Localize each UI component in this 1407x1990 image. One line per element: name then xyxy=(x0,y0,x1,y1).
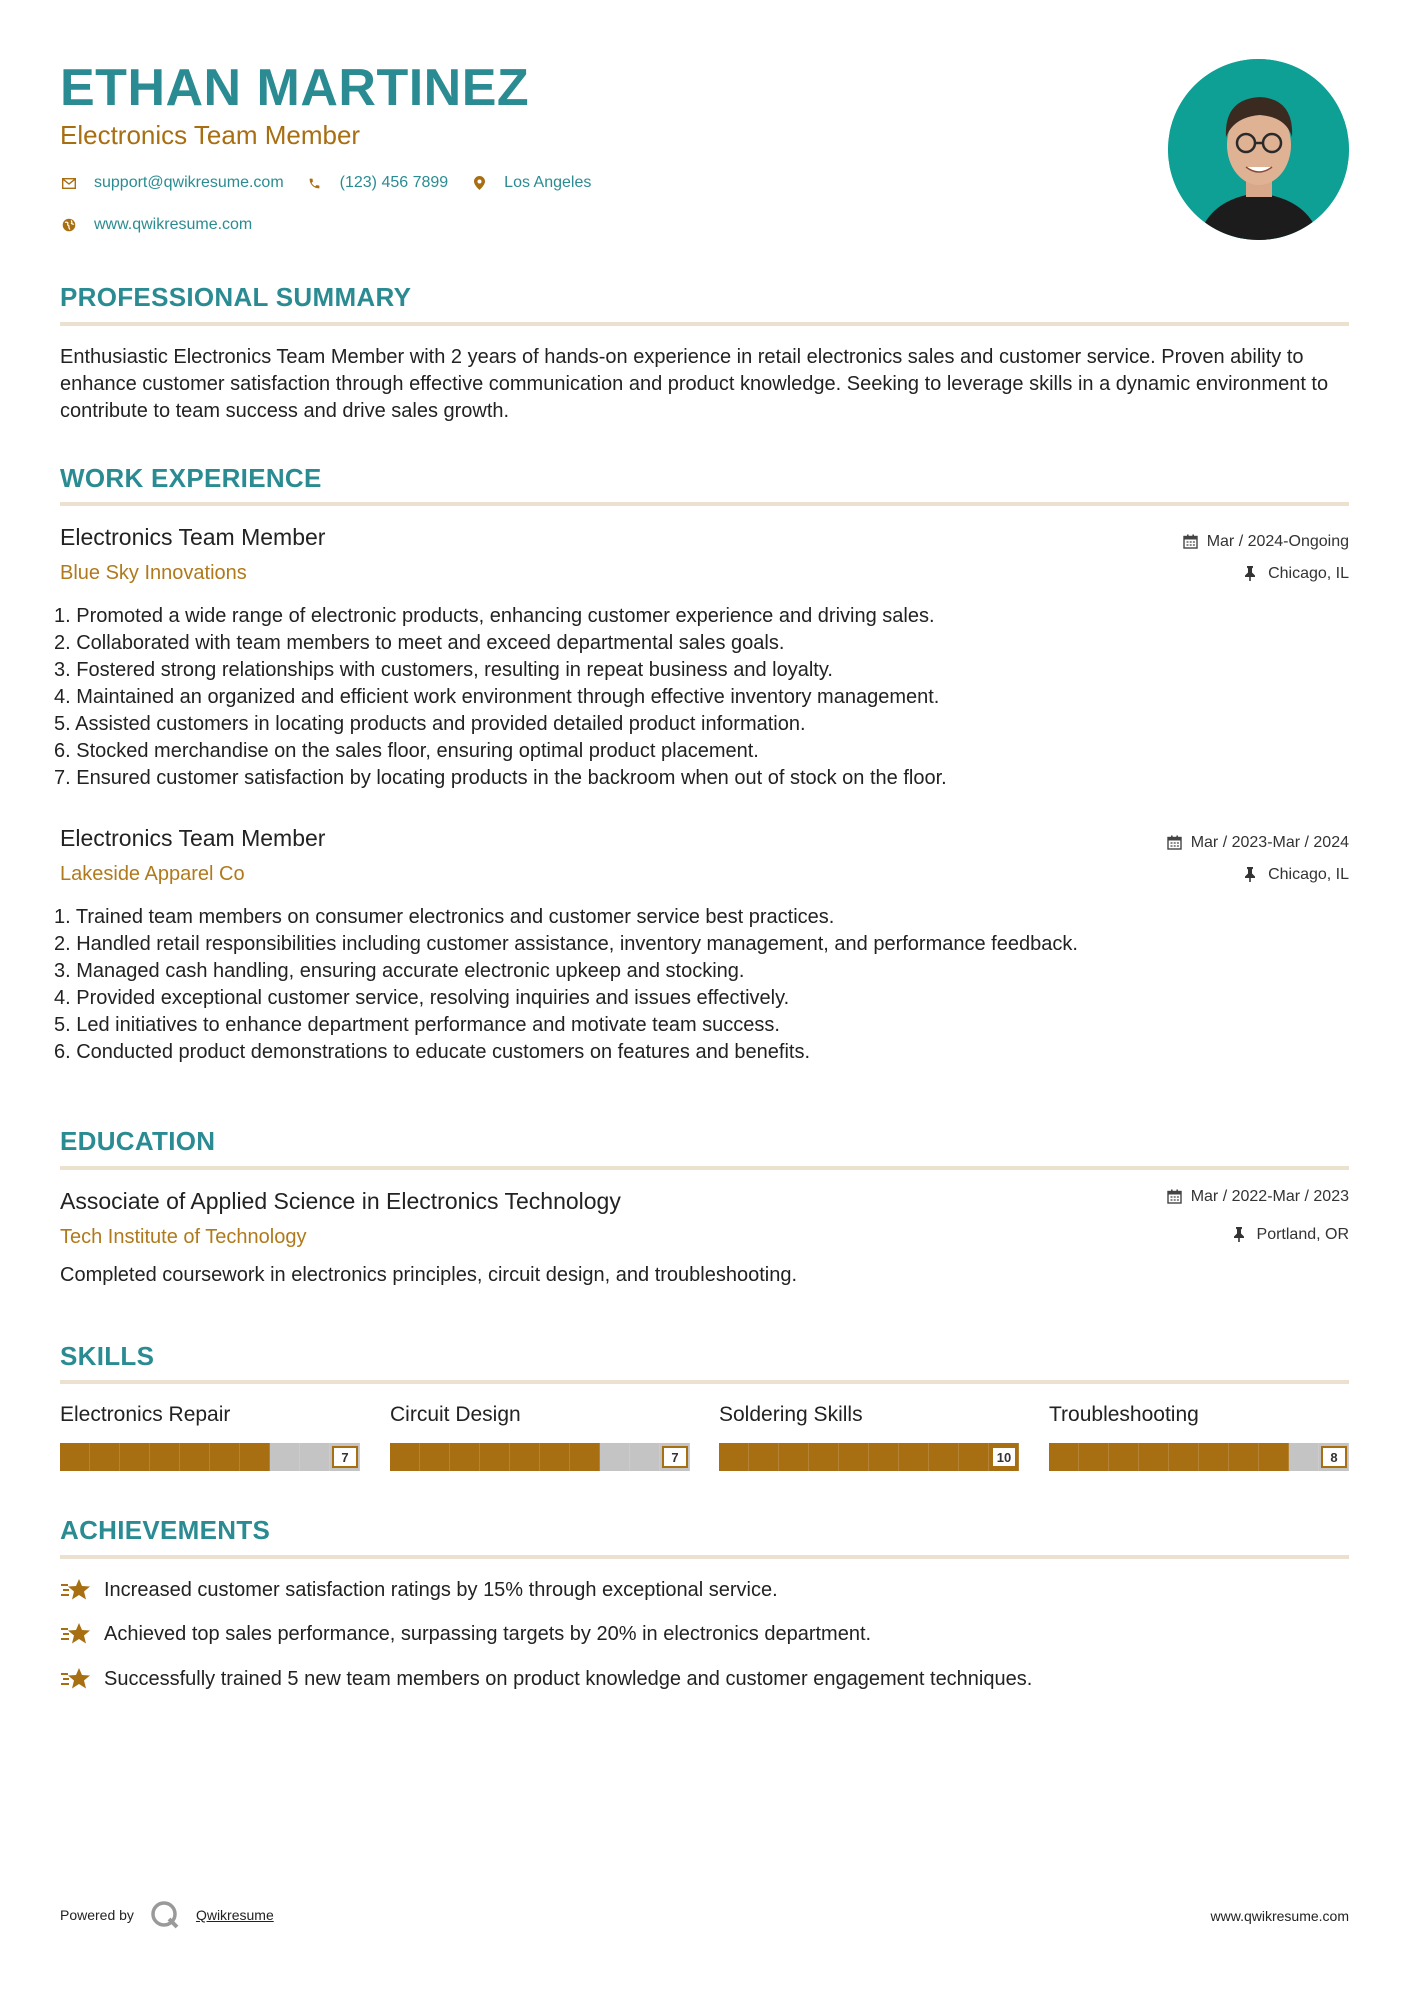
achievement-text: Successfully trained 5 new team members on product knowledge and customer engagement techniques. xyxy=(104,1667,1033,1690)
powered-by-text: Powered by xyxy=(60,1907,134,1923)
skill-item xyxy=(719,1403,1019,1471)
section-divider xyxy=(60,502,1349,506)
list-item: 6. Stocked merchandise on the sales floor, ensuring optimal product placement. xyxy=(54,740,759,762)
pushpin-icon xyxy=(1244,566,1260,582)
map-pin-icon xyxy=(470,174,488,192)
skill-score: 10 xyxy=(991,1446,1017,1468)
skill-bar-segment xyxy=(180,1443,210,1471)
section-title-education: EDUCATION xyxy=(60,1126,216,1156)
contact-location xyxy=(470,174,591,192)
job-location xyxy=(1244,565,1349,583)
shooting-star-icon xyxy=(60,1665,92,1693)
skill-bar-segment xyxy=(1229,1443,1259,1471)
skill-score: 8 xyxy=(1321,1446,1347,1468)
job-location-text: Chicago, IL xyxy=(1268,565,1349,582)
skill-bar xyxy=(390,1443,690,1471)
section-title-skills: SKILLS xyxy=(60,1341,155,1371)
section-divider xyxy=(60,1166,1349,1170)
list-item: 6. Conducted product demonstrations to educate customers on features and benefits. xyxy=(54,1041,811,1063)
skill-bar-segment xyxy=(899,1443,929,1471)
degree-title: Associate of Applied Science in Electronics Technology xyxy=(60,1188,621,1214)
footer-website[interactable]: www.qwikresume.com xyxy=(1210,1908,1349,1924)
job-location-text: Chicago, IL xyxy=(1268,866,1349,883)
contact-row-website xyxy=(60,216,274,234)
footer-powered-by xyxy=(60,1900,274,1930)
skill-bar-segment xyxy=(210,1443,240,1471)
skill-bar-segment xyxy=(1109,1443,1139,1471)
skill-bar-segment xyxy=(719,1443,749,1471)
school-name: Tech Institute of Technology xyxy=(60,1226,307,1248)
skill-bar-segment xyxy=(959,1443,989,1471)
skill-bar-segment xyxy=(390,1443,420,1471)
list-item: 3. Managed cash handling, ensuring accurate electronic upkeep and stocking. xyxy=(54,960,745,982)
section-divider xyxy=(60,1555,1349,1559)
skill-bar-segment xyxy=(779,1443,809,1471)
pushpin-icon xyxy=(1244,867,1260,883)
list-item: 2. Collaborated with team members to meet and exceed departmental sales goals. xyxy=(54,632,785,654)
shooting-star-icon xyxy=(60,1576,92,1604)
skill-bar-segment xyxy=(630,1443,660,1471)
list-item: 7. Ensured customer satisfaction by locating products in the backroom when out of stock on the floor. xyxy=(54,767,947,789)
skill-bar-segment xyxy=(869,1443,899,1471)
email-text: support@qwikresume.com xyxy=(94,174,284,191)
skill-item xyxy=(60,1403,360,1471)
skill-name: Electronics Repair xyxy=(60,1403,231,1426)
list-item: 1. Trained team members on consumer electronics and customer service best practices. xyxy=(54,906,835,928)
skill-bar-segment xyxy=(1199,1443,1229,1471)
skill-bar-segment xyxy=(809,1443,839,1471)
location-text: Los Angeles xyxy=(504,174,592,191)
job-company: Blue Sky Innovations xyxy=(60,562,247,584)
education-dates-text: Mar / 2022-Mar / 2023 xyxy=(1190,1188,1349,1205)
job-dates-text: Mar / 2023-Mar / 2024 xyxy=(1190,834,1349,851)
job-location xyxy=(1244,866,1349,884)
globe-icon xyxy=(60,216,78,234)
skill-bar-segment xyxy=(240,1443,270,1471)
contact-row xyxy=(60,174,613,192)
skill-name: Troubleshooting xyxy=(1049,1403,1199,1426)
achievement-text: Achieved top sales performance, surpassing targets by 20% in electronics department. xyxy=(104,1622,872,1645)
list-item: 5. Led initiatives to enhance department performance and motivate team success. xyxy=(54,1014,780,1036)
skill-bar-segment xyxy=(150,1443,180,1471)
contact-email[interactable] xyxy=(60,174,284,192)
achievement-item xyxy=(60,1665,1032,1693)
skill-bar-segment xyxy=(1139,1443,1169,1471)
list-item: 1. Promoted a wide range of electronic products, enhancing customer experience and driving sales. xyxy=(54,605,935,627)
skill-bar-segment xyxy=(420,1443,450,1471)
job-dates-text: Mar / 2024-Ongoing xyxy=(1206,533,1349,550)
skill-bar-segment xyxy=(450,1443,480,1471)
job-company: Lakeside Apparel Co xyxy=(60,863,245,885)
skill-bar-segment xyxy=(90,1443,120,1471)
job-bullets xyxy=(54,904,1354,1066)
education-description: Completed coursework in electronics principles, circuit design, and troubleshooting. xyxy=(60,1264,798,1286)
skill-bar-segment xyxy=(1169,1443,1199,1471)
summary-text: Enthusiastic Electronics Team Member with 2 years of hands-on experience in retail electronics sales and customer service. Proven ability to enhance customer satisfaction through effective communication and product knowledge. Seeking to leverage skills in a dynamic environment to contribute to team success and drive sales growth. xyxy=(60,346,1329,422)
job-bullets xyxy=(54,603,1354,792)
achievement-text: Increased customer satisfaction ratings by 15% through exceptional service. xyxy=(104,1578,778,1601)
brand-link[interactable]: Qwikresume xyxy=(195,1907,274,1923)
shooting-star-icon xyxy=(60,1620,92,1648)
skill-bar-segment xyxy=(1079,1443,1109,1471)
skill-bar xyxy=(1049,1443,1349,1471)
achievement-item xyxy=(60,1576,778,1604)
list-item: 5. Assisted customers in locating products and provided detailed product information. xyxy=(54,713,806,735)
job-dates xyxy=(1167,834,1349,852)
skill-bar-segment xyxy=(600,1443,630,1471)
list-item: 4. Maintained an organized and efficient work environment through effective inventory management. xyxy=(54,686,940,708)
education-dates xyxy=(1167,1188,1349,1206)
achievement-item xyxy=(60,1620,871,1648)
skill-bar-segment xyxy=(510,1443,540,1471)
skill-bar-segment xyxy=(480,1443,510,1471)
section-divider xyxy=(60,322,1349,326)
skill-bar xyxy=(719,1443,1019,1471)
education-location-text: Portland, OR xyxy=(1256,1226,1349,1243)
skill-bar-segment xyxy=(929,1443,959,1471)
job-dates xyxy=(1183,533,1349,551)
job-title: Electronics Team Member xyxy=(60,524,326,550)
calendar-icon xyxy=(1167,1189,1183,1205)
pushpin-icon xyxy=(1233,1227,1249,1243)
skill-bar-segment xyxy=(60,1443,90,1471)
skill-score: 7 xyxy=(662,1446,688,1468)
skill-bar xyxy=(60,1443,360,1471)
skill-bar-segment xyxy=(570,1443,600,1471)
skill-bar-segment xyxy=(120,1443,150,1471)
candidate-name: ETHAN MARTINEZ xyxy=(60,59,530,117)
section-divider xyxy=(60,1380,1349,1384)
skill-bar-segment xyxy=(839,1443,869,1471)
skill-bar-segment xyxy=(300,1443,330,1471)
section-title-summary: PROFESSIONAL SUMMARY xyxy=(60,282,412,312)
section-title-experience: WORK EXPERIENCE xyxy=(60,463,322,493)
contact-phone[interactable] xyxy=(306,174,449,192)
skill-score: 7 xyxy=(332,1446,358,1468)
list-item: 4. Provided exceptional customer service, resolving inquiries and issues effectively. xyxy=(54,987,790,1009)
skill-item xyxy=(390,1403,690,1471)
list-item: 3. Fostered strong relationships with customers, resulting in repeat business and loyalty. xyxy=(54,659,833,681)
calendar-icon xyxy=(1183,534,1199,550)
skill-item xyxy=(1049,1403,1349,1471)
profile-photo xyxy=(1168,59,1349,240)
skill-bar-segment xyxy=(1049,1443,1079,1471)
education-location xyxy=(1233,1226,1349,1244)
skill-bar-segment xyxy=(1259,1443,1289,1471)
skill-bar-segment xyxy=(270,1443,300,1471)
phone-text: (123) 456 7899 xyxy=(339,174,449,191)
list-item: 2. Handled retail responsibilities including customer assistance, inventory management, and performance feedback. xyxy=(54,933,1078,955)
section-title-achievements: ACHIEVEMENTS xyxy=(60,1515,271,1545)
candidate-role: Electronics Team Member xyxy=(60,120,361,150)
skill-name: Soldering Skills xyxy=(719,1403,863,1426)
website-text: www.qwikresume.com xyxy=(94,216,253,233)
calendar-icon xyxy=(1167,835,1183,851)
skill-name: Circuit Design xyxy=(390,1403,521,1426)
envelope-icon xyxy=(60,174,78,192)
skill-bar-segment xyxy=(540,1443,570,1471)
job-title: Electronics Team Member xyxy=(60,825,326,851)
contact-website[interactable] xyxy=(60,216,252,234)
skill-bar-segment xyxy=(749,1443,779,1471)
skill-bar-segment xyxy=(1289,1443,1319,1471)
phone-icon xyxy=(306,174,324,192)
qwikresume-logo-icon xyxy=(150,1900,180,1930)
